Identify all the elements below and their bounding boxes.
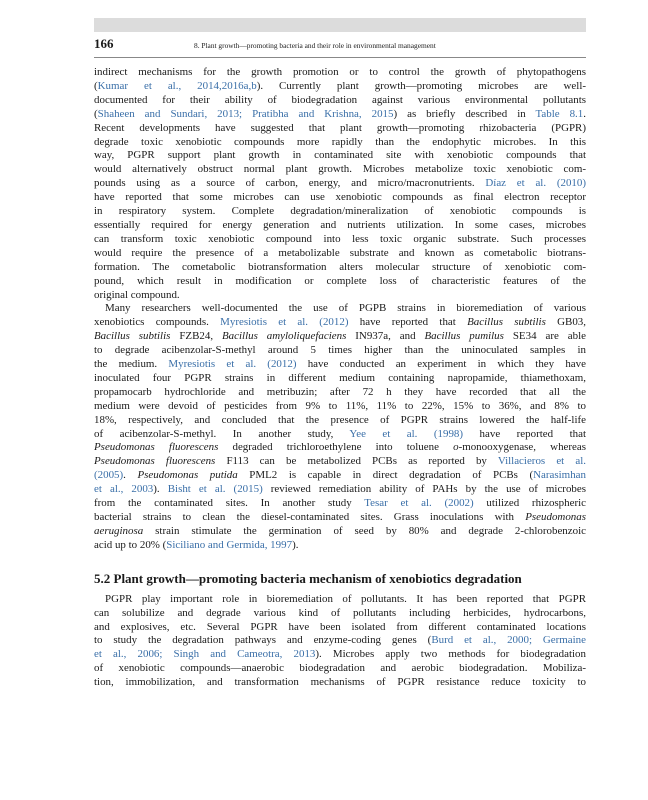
text-line: Pseudomonas fluorescens F113 can be metabolized PCBs as reported by Villacieros et al. xyxy=(94,455,586,468)
text-line: of acibenzolar-S-methyl. In another study, Yee et al. (1998) have reported that xyxy=(94,427,586,440)
citation-link[interactable]: Villacieros et al. xyxy=(497,455,586,468)
text-line: in respiratory system. Complete degradation/mineralization of xenobiotic compounds is xyxy=(94,205,586,218)
running-title: 8. Plant growth—promoting bacteria and their role in environmental management xyxy=(194,41,436,50)
page-body xyxy=(94,66,586,690)
citation-link[interactable]: Yee et al. (1998) xyxy=(349,427,464,440)
citation-link[interactable]: Myresiotis et al. (2012) xyxy=(168,358,297,371)
text-line: can solubilize and degrade various kind of pollutants including herbicides, hydrocarbons, xyxy=(94,606,586,619)
text-line: Pseudomonas fluorescens degraded trichloroethylene into toluene o-monooxygenase, whereas xyxy=(94,441,586,454)
citation-link[interactable]: et al., 2003 xyxy=(94,483,154,496)
citation-link[interactable]: Myresiotis et al. (2012) xyxy=(220,316,349,329)
paragraph-2 xyxy=(94,302,586,552)
text-line: pounds using as a source of carbon, energy, and micro/macronutrients. Díaz et al. (2010) xyxy=(94,177,587,190)
section-heading: 5.2 Plant growth—promoting bacteria mechanism of xenobiotics degradation xyxy=(94,570,522,586)
citation-link[interactable]: Shaheen and Sundari, 2013; Pratibha and Krishna, 2015 xyxy=(97,107,394,120)
text-line: to degrade acibenzolar-S-methyl around 5 times higher than the uninoculated samples in xyxy=(94,344,586,357)
citation-link[interactable]: Narasimhan xyxy=(533,469,586,482)
text-line: (2005). Pseudomonas putida PML2 is capable in direct degradation of PCBs (Narasimhan xyxy=(94,469,586,482)
paragraph-1 xyxy=(94,66,586,302)
text-line: formation. The cometabolic biotransformation alters molecular structure of xenobiotic com- xyxy=(94,260,586,273)
text-line: Many researchers well-documented the use of PGPB strains in bioremediation of various xyxy=(105,302,586,315)
text-line: Bacillus subtilis FZB24, Bacillus amyloliquefaciens IN937a, and Bacillus pumilus SE34 are able xyxy=(94,330,586,343)
text-line: et al., 2006; Singh and Cameotra, 2013). Microbes apply two methods for biodegradation xyxy=(94,648,586,661)
text-line: 18%, respectively, and concluded that the presence of PGPR strains lowered the half-life xyxy=(94,413,586,426)
text-line: tion, immobilization, and transformation mechanisms of PGPR resistance reduce toxicity to xyxy=(94,676,586,689)
text-line: PGPR play important role in bioremediation of pollutants. It has been reported that PGPR xyxy=(105,592,586,605)
text-line: the medium. Myresiotis et al. (2012) have conducted an experiment in which they have xyxy=(94,358,586,371)
text-line: original compound. xyxy=(94,288,180,301)
text-line: indirect mechanisms for the growth promotion or to control the growth of phytopathogens xyxy=(94,66,586,78)
text-line: et al., 2003). Bisht et al. (2015) reviewed remediation ability of PAHs by the use of microbes xyxy=(94,483,586,496)
text-line: propamocarb hydrochloride and metribuzin; after 72 h they have recorded that all the xyxy=(94,385,586,398)
paragraph-3 xyxy=(94,593,586,690)
citation-link[interactable]: Burd et al., 2000; Germaine xyxy=(431,634,586,647)
text-line: would require the presence of a metabolizable substrate and known as cometabolic biotrans- xyxy=(94,246,586,259)
text-line: documented for their ability of biodegradation against various environmental pollutants xyxy=(94,93,586,106)
text-line: and explosives, etc. Several PGPR have been isolated from different contaminated locations xyxy=(94,620,586,633)
text-line: aeruginosa strain stimulate the germination of seed by 80% and degrade 2-chlorobenzoic xyxy=(94,524,586,537)
text-line: medium were devoid of pesticides from 9% to 11%, 11% to 22%, 15% to 36%, and 8% to xyxy=(94,399,586,412)
citation-link[interactable]: (2005) xyxy=(94,469,124,482)
text-line: of xenobiotic compounds—anaerobic biodegradation and aerobic biodegradation. Mobiliza- xyxy=(94,662,586,675)
citation-link[interactable]: Tesar et al. (2002) xyxy=(364,497,474,510)
text-line: would alternatively obstruct normal plant growth. Microbes metabolize toxic xenobiotic com- xyxy=(94,163,586,176)
text-line: inoculated four PGPR strains in different medium containing napropamide, thiamethoxam, xyxy=(94,371,586,384)
citation-link[interactable]: Siciliano and Germida, 1997 xyxy=(166,538,293,551)
text-line: degrade toxic xenobiotic compounds more rapidly than the endophytic microbes. In this xyxy=(94,135,586,148)
table-link[interactable]: Table 8.1 xyxy=(535,107,584,120)
citation-link[interactable]: Kumar et al., 2014,2016a,b xyxy=(97,79,257,92)
text-line: essentially required for energy generation and nutrients utilization. In some cases, microbes xyxy=(94,218,586,231)
text-line: (Shaheen and Sundari, 2013; Pratibha and Krishna, 2015) as briefly described in Table 8.1. xyxy=(94,107,586,120)
text-line: way, PGPR support plant growth in contaminated site with xenobiotic compounds that xyxy=(94,149,586,162)
header-divider xyxy=(94,57,586,58)
text-line: from the contaminated sites. In another study Tesar et al. (2002) utilized rhizospheric xyxy=(94,497,586,510)
text-line: xenobiotics compounds. Myresiotis et al. (2012) have reported that Bacillus subtilis GB03, xyxy=(94,316,586,329)
citation-link[interactable]: Bisht et al. (2015) xyxy=(167,483,263,496)
page-number: 166 xyxy=(94,36,114,51)
citation-link[interactable]: Díaz et al. (2010) xyxy=(485,177,587,190)
header-bar xyxy=(94,18,586,32)
page-header xyxy=(94,36,586,56)
text-line: can transform toxic xenobiotic compound into less toxic organic substrate. Such processes xyxy=(94,232,586,245)
text-line: Recent developments have suggested that plant growth—promoting rhizobacteria (PGPR) xyxy=(94,121,586,134)
text-line: have reported that some microbes can use xenobiotic compounds as final electron receptor xyxy=(94,191,586,204)
text-line: pound, which result in modification or complete loss of characteristic features of the xyxy=(94,274,586,287)
text-line: (Kumar et al., 2014,2016a,b). Currently plant growth—promoting microbes are well- xyxy=(94,79,587,92)
citation-link[interactable]: et al., 2006; Singh and Cameotra, 2013 xyxy=(94,648,316,661)
text-line: acid up to 20% (Siciliano and Germida, 1997). xyxy=(94,538,299,551)
text-line: to study the degradation pathways and enzyme-coding genes (Burd et al., 2000; Germaine xyxy=(94,634,586,647)
text-line: bacterial strains to clean the diesel-contaminated sites. Grass inoculations with Pseudomonas xyxy=(94,511,586,523)
